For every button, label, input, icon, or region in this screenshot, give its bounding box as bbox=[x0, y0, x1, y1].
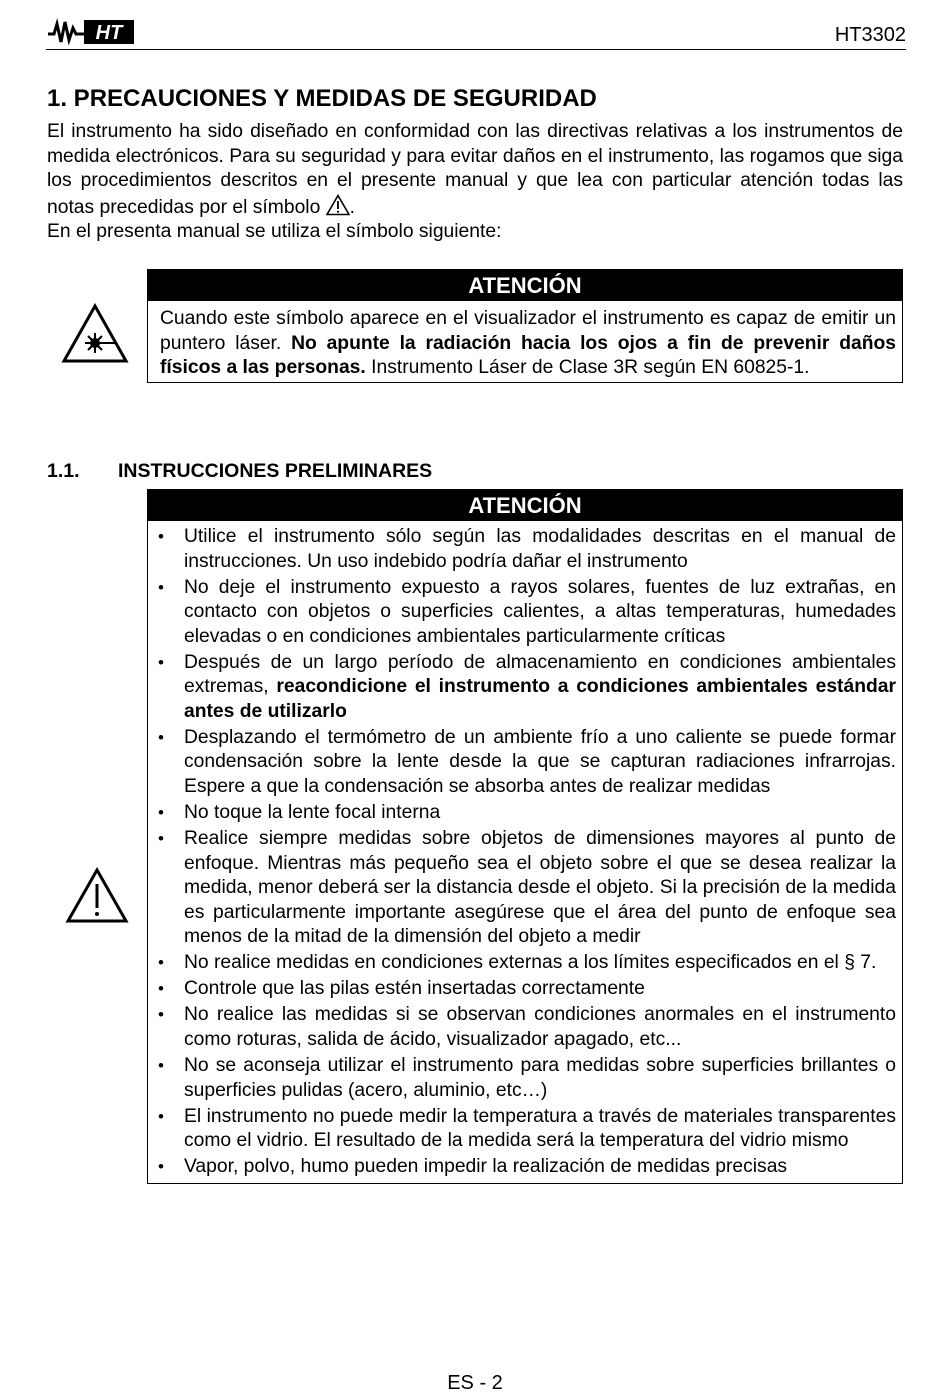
laser-hazard-icon bbox=[61, 303, 129, 365]
preliminary-list-box bbox=[147, 521, 903, 1184]
list-item: • Realice siempre medidas sobre objetos de dimensiones mayores al punto de enfoque. Mientras más pequeño sea el objeto sobre el que se desea realizar la medida, menor deberá ser la distancia desde el objeto. Si la precisión de la medida es particularmente importante asegúrese que el área del punto de enfoque sea menos de la mitad de la dimensión del objeto a medir bbox=[154, 827, 896, 950]
list-item: • El instrumento no puede medir la temperatura a través de materiales transparentes como el vidrio. El resultado de la medida será la temperatura del vidrio mismo bbox=[154, 1105, 896, 1154]
list-item: • No realice medidas en condiciones externas a los límites especificados en el § 7. bbox=[154, 951, 896, 976]
section-title: 1. PRECAUCIONES Y MEDIDAS DE SEGURIDAD bbox=[47, 85, 597, 112]
ht-logo bbox=[46, 16, 136, 46]
list-item: • Vapor, polvo, humo pueden impedir la realización de medidas precisas bbox=[154, 1155, 896, 1180]
warning-triangle-icon bbox=[65, 867, 129, 925]
subsection-title bbox=[47, 459, 903, 483]
preliminary-attention-block bbox=[147, 489, 903, 1184]
intro-end: . bbox=[349, 196, 356, 218]
list-item-text: Después de un largo período de almacenamiento en condiciones ambientales extremas, bbox=[184, 651, 896, 698]
attention-heading: ATENCIÓN bbox=[147, 489, 903, 521]
list-item: • Controle que las pilas estén insertadas correctamente bbox=[154, 977, 896, 1002]
page-content bbox=[47, 84, 903, 1184]
instructions-list bbox=[154, 525, 896, 1180]
page-header bbox=[46, 14, 906, 50]
list-item: • No toque la lente focal interna bbox=[154, 801, 896, 826]
attention-heading: ATENCIÓN bbox=[147, 269, 903, 301]
laser-warning bbox=[47, 269, 903, 411]
preliminary-warning bbox=[47, 489, 903, 1184]
list-item: • Utilice el instrumento sólo según las modalidades descritas en el manual de instrucciones. Un uso indebido podría dañar el instrumento bbox=[154, 525, 896, 574]
laser-text-bold: No apunte la radiación hacia los ojos a fin de prevenir daños físicos a las personas. bbox=[160, 332, 896, 379]
logo-text: HT bbox=[95, 22, 123, 44]
laser-attention-block bbox=[147, 269, 903, 383]
list-item: • No realice las medidas si se observan condiciones anormales en el instrumento como roturas, salida de ácido, visualizador apagado, etc... bbox=[154, 1003, 896, 1052]
header-rule bbox=[46, 49, 906, 50]
symbol-line: En el presenta manual se utiliza el símbolo siguiente: bbox=[47, 221, 502, 243]
subsection-name: INSTRUCCIONES PRELIMINARES bbox=[118, 459, 433, 482]
list-item bbox=[154, 651, 896, 725]
list-item-bold: reacondicione el instrumento a condiciones ambientales estándar antes de utilizarlo bbox=[184, 676, 896, 722]
page-number: ES - 2 bbox=[447, 1372, 503, 1394]
laser-warning-text bbox=[147, 301, 903, 383]
list-item: • No deje el instrumento expuesto a rayos solares, fuentes de luz extrañas, en contacto con objetos o superficies calientes, a altas temperaturas, humedades elevadas o en condiciones ambientales particularmente críticas bbox=[154, 576, 896, 650]
laser-text-1: Cuando este símbolo aparece en el visualizador el instrumento es capaz de emitir un puntero láser. bbox=[160, 307, 896, 354]
warning-triangle-icon bbox=[326, 194, 350, 216]
intro-paragraph bbox=[47, 120, 903, 220]
model-number: HT3302 bbox=[834, 24, 906, 46]
intro-text: El instrumento ha sido diseñado en conformidad con las directivas relativas a los instrumentos de medida electrónicos. Para su seguridad y para evitar daños en el instrumento, las rogamos que siga los procedimientos descritos en el presente manual y que lea con particular atención todas las notas precedidas por el símbolo bbox=[47, 121, 903, 218]
laser-text-2: Instrumento Láser de Clase 3R según EN 60825-1. bbox=[365, 357, 810, 379]
subsection-number: 1.1. bbox=[47, 459, 80, 482]
list-item: • Desplazando el termómetro de un ambiente frío a uno caliente se puede formar condensación sobre la lente desde la que se capturan radiaciones infrarrojas. Espere a que la condensación se absorba antes de realizar medidas bbox=[154, 726, 896, 800]
list-item: • No se aconseja utilizar el instrumento para medidas sobre superficies brillantes o superficies pulidas (acero, aluminio, etc…) bbox=[154, 1054, 896, 1103]
